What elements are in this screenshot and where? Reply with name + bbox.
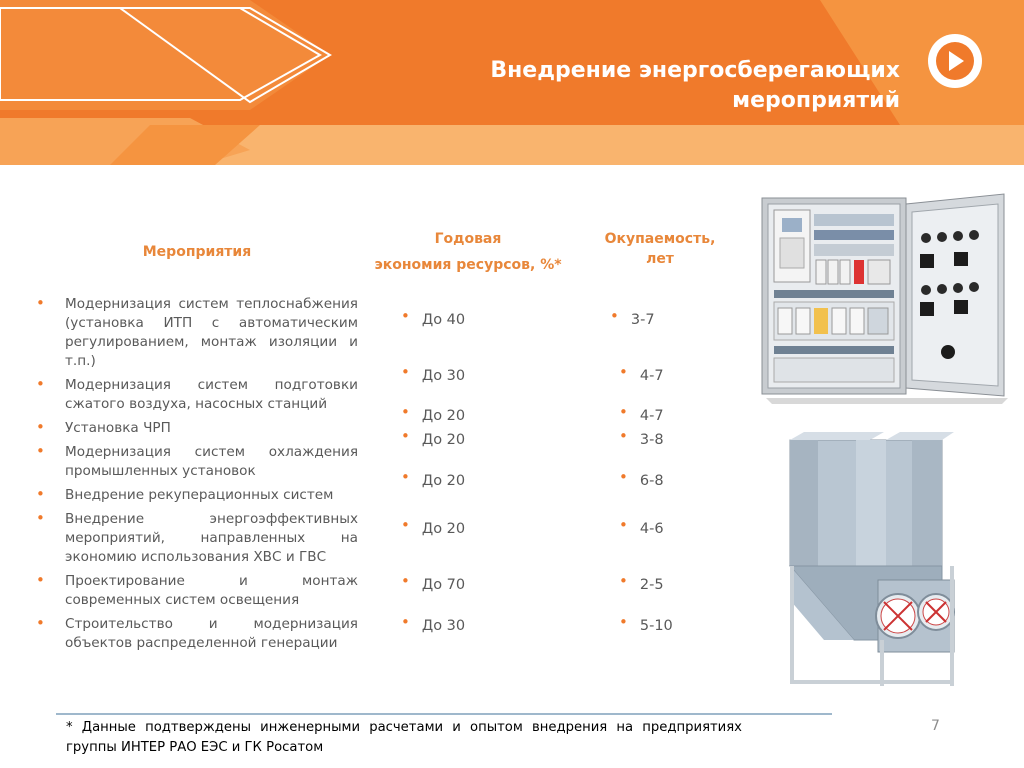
payback-value [619,363,664,384]
bullet-icon: • [36,442,45,460]
savings-text: До 30 [421,618,466,634]
payback-text: 4-7 [639,368,664,384]
savings-value [401,613,466,634]
savings-text: До 20 [421,521,466,537]
header-band [0,0,1024,165]
bullet-icon: • [619,613,628,631]
payback-text: 3-7 [630,312,655,328]
control-cabinet-image [756,190,1012,405]
play-icon-triangle [949,51,964,71]
measure-text: Строительство и модернизация объектов распределенной генерации [65,616,358,651]
page-title-line1: Внедрение энергосберегающих [490,58,900,83]
bullet-icon: • [610,307,619,325]
savings-value [401,516,466,537]
page-number: 7 [931,718,940,734]
savings-value [401,468,466,489]
savings-value [401,307,466,328]
footnote-divider [56,713,832,715]
bullet-icon: • [36,375,45,393]
bullet-icon: • [619,468,628,486]
measures-list [36,295,358,658]
page-title-line2: мероприятий [732,88,900,113]
savings-value [401,572,466,593]
bullet-icon: • [401,363,410,381]
bullet-icon: • [36,571,45,589]
payback-text: 4-7 [639,408,664,424]
column-header-savings-line2: экономия ресурсов, %* [374,257,562,273]
bullet-icon: • [619,363,628,381]
bullet-icon: • [619,403,628,421]
bullet-icon: • [401,613,410,631]
ventilation-unit-image [784,430,960,692]
bullet-icon: • [401,516,410,534]
measure-text: Модернизация систем подготовки сжатого воздуха, насосных станций [65,377,358,412]
list-item [36,615,358,653]
bullet-icon: • [619,572,628,590]
list-item [36,572,358,610]
savings-text: До 70 [421,577,466,593]
column-header-savings-line1: Годовая [434,231,502,247]
payback-value [619,427,664,448]
savings-text: До 40 [421,312,466,328]
bullet-icon: • [36,614,45,632]
column-header-payback-line2: лет [646,251,674,267]
bullet-icon: • [36,485,45,503]
savings-text: До 20 [421,408,466,424]
payback-value [610,307,655,328]
column-header-measures: Мероприятия [142,244,252,260]
bullet-icon: • [36,509,45,527]
list-item [36,295,358,371]
savings-value [401,403,466,424]
bullet-icon: • [36,418,45,436]
savings-value [401,363,466,384]
payback-value [619,468,664,489]
savings-value [401,427,466,448]
payback-text: 5-10 [639,618,673,634]
bullet-icon: • [401,403,410,421]
bullet-icon: • [36,294,45,312]
payback-text: 2-5 [639,577,664,593]
page-title [490,56,900,116]
column-header-payback [590,229,730,269]
column-header-savings [350,228,586,276]
payback-text: 6-8 [639,473,664,489]
payback-text: 3-8 [639,432,664,448]
bullet-icon: • [401,572,410,590]
payback-value [619,403,664,424]
list-item [36,376,358,414]
bullet-icon: • [619,427,628,445]
play-icon[interactable] [928,34,982,88]
column-header-payback-line1: Окупаемость, [604,231,716,247]
list-item [36,486,358,505]
savings-text: До 20 [421,473,466,489]
bullet-icon: • [401,307,410,325]
list-item [36,510,358,567]
measure-text: Внедрение рекуперационных систем [65,487,334,503]
payback-value [619,613,673,634]
bullet-icon: • [401,468,410,486]
bullet-icon: • [401,427,410,445]
list-item [36,443,358,481]
payback-text: 4-6 [639,521,664,537]
payback-value [619,516,664,537]
measure-text: Модернизация систем охлаждения промышленных установок [65,444,358,479]
bullet-icon: • [619,516,628,534]
measure-text: Проектирование и монтаж современных систем освещения [65,573,358,608]
savings-text: До 30 [421,368,466,384]
savings-text: До 20 [421,432,466,448]
measure-text: Модернизация систем теплоснабжения (установка ИТП с автоматическим регулированием, монтаж изоляции и т.п.) [65,296,358,369]
measure-text: Установка ЧРП [65,420,171,436]
measure-text: Внедрение энергоэффективных мероприятий, направленных на экономию использования ХВС и ГВС [65,511,358,565]
list-item [36,419,358,438]
footnote: * Данные подтверждены инженерными расчетами и опытом внедрения на предприятиях группы ИНТЕР РАО ЕЭС и ГК Росатом [66,720,742,755]
payback-value [619,572,664,593]
